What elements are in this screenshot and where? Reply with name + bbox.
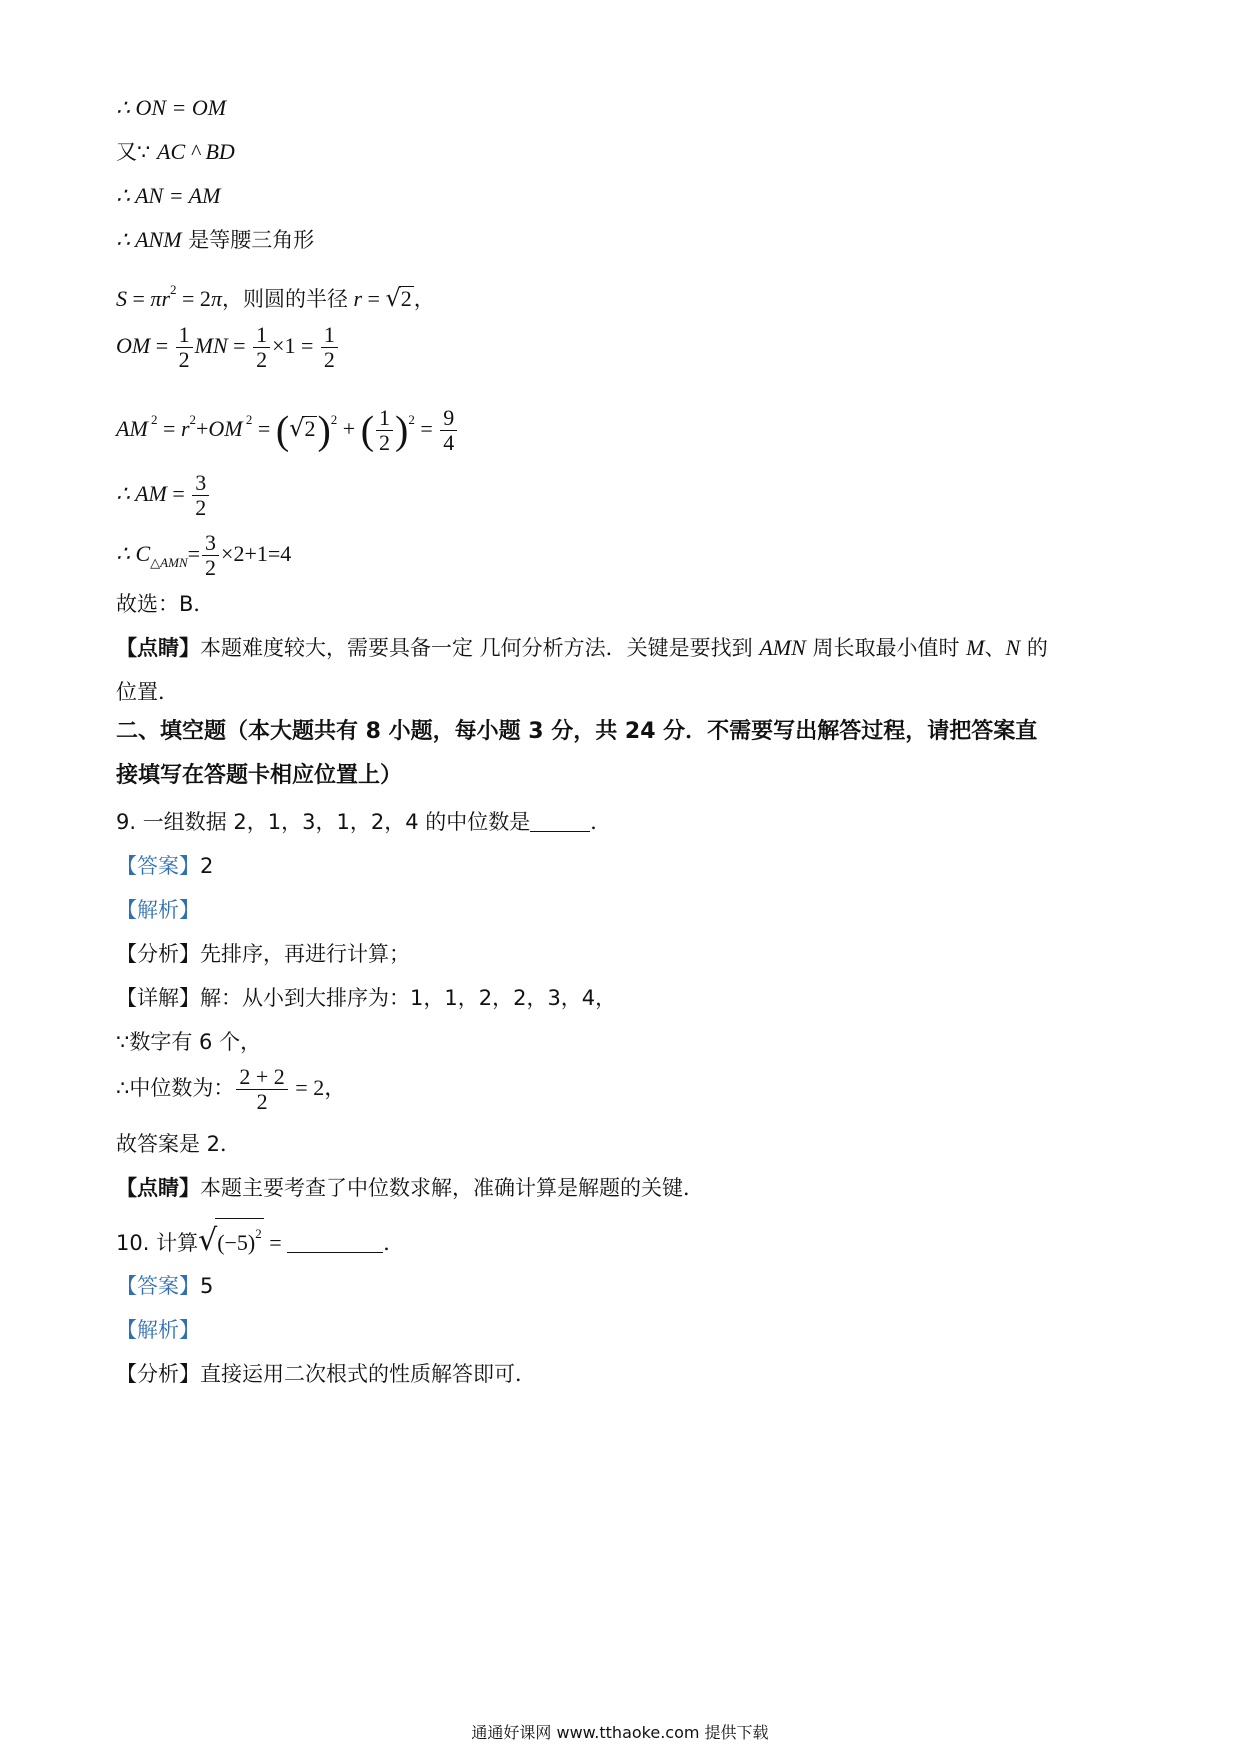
q9-median xyxy=(116,1058,346,1118)
q10-analysis-tag: 【解析】 xyxy=(116,1318,200,1342)
fenxi-text: 先排序，再进行计算； xyxy=(200,942,410,966)
line-text: 的 xyxy=(1020,636,1048,660)
fraction: $\frac{1}{2}$ xyxy=(376,406,393,455)
answer-value: 2 xyxy=(200,854,214,878)
question-end: ． xyxy=(590,810,612,834)
xiangjie-text: 解：从小到大排序为：1，1，2，2，3，4， xyxy=(200,986,617,1010)
median-denominator: 2 xyxy=(256,1088,268,1114)
fenxi-tag: 【分析】 xyxy=(116,1362,200,1386)
answer-blank xyxy=(530,831,590,832)
q10-question: 10. 计算$√(-5)^2$ = ． xyxy=(116,1218,404,1263)
line-text: 、 xyxy=(984,636,1006,660)
dianjing-tag: 【点睛】 xyxy=(116,636,200,660)
line-perimeter: ∴ $C_{\triangle AMN}=$ $\frac{3}{2}$ ×2+1=4 xyxy=(116,530,292,580)
q9-question xyxy=(116,808,611,836)
question-end: ． xyxy=(383,1231,405,1255)
line-position: 位置． xyxy=(116,680,179,704)
q9-conclusion: 故答案是 2． xyxy=(116,1132,242,1156)
page-footer: 通通好课网 www.tthaoke.com 提供下载 xyxy=(471,1723,769,1742)
q9-analysis-tag: 【解析】 xyxy=(116,898,200,922)
math-m: M xyxy=(966,635,985,660)
question-text: 9. 一组数据 2，1，3，1，2，4 的中位数是 xyxy=(116,810,531,834)
fraction: $\frac{3}{2}$ xyxy=(202,531,219,580)
median-numerator: 2 + 2 xyxy=(236,1065,287,1090)
section-heading-line1: 二、填空题（本大题共有 8 小题，每小题 3 分，共 24 分．不需要写出解答过程，请把答案直 xyxy=(116,719,1038,744)
fenxi-tag: 【分析】 xyxy=(116,942,200,966)
q10-answer xyxy=(116,1272,213,1300)
xiangjie-tag: 【详解】 xyxy=(116,986,200,1010)
line-on-eq-om: ∴ ON = OM xyxy=(116,95,227,120)
line-an-eq-am: ∴ AN = AM xyxy=(116,183,221,208)
median-prefix: ∴中位数为： xyxy=(116,1076,235,1100)
answer-tag: 【答案】 xyxy=(116,1274,200,1298)
line-dianjing xyxy=(116,634,1048,662)
line-choice: 故选：B． xyxy=(116,592,215,616)
line-text: 周长取最小值时 xyxy=(805,636,967,660)
line-ac-perp-bd xyxy=(116,138,235,166)
question-text: 10. 计算 xyxy=(116,1231,199,1255)
median-fraction xyxy=(236,1065,287,1114)
line-text: ，则圆的半径 xyxy=(221,287,348,311)
q9-xiangjie xyxy=(116,984,616,1012)
fraction: $\frac{1}{2}$ xyxy=(321,323,338,372)
q10-fenxi xyxy=(116,1360,536,1388)
fraction: $\frac{9}{4}$ xyxy=(440,406,457,455)
line-am-value: ∴ AM = $\frac{3}{2}$ xyxy=(116,466,211,522)
dianjing-text: 本题主要考查了中位数求解，准确计算是解题的关键． xyxy=(200,1176,704,1200)
q9-because: ∵数字有 6 个， xyxy=(116,1030,262,1054)
answer-tag: 【答案】 xyxy=(116,854,200,878)
fenxi-text: 直接运用二次根式的性质解答即可． xyxy=(200,1362,536,1386)
dianjing-tag: 【点睛】 xyxy=(116,1176,200,1200)
math-expr: AC ^ BD xyxy=(157,139,235,164)
section-heading-line2: 接填写在答题卡相应位置上） xyxy=(116,763,403,788)
answer-value: 5 xyxy=(200,1274,214,1298)
answer-blank xyxy=(287,1252,383,1253)
line-om-value: OM = $\frac{1}{2}$ MN = $\frac{1}{2}$ ×1 = $\frac{1}{2}$ xyxy=(116,318,340,374)
line-text: 是等腰三角形 xyxy=(181,228,315,252)
line-am-squared: AM $^2 = r^2+OM$ $^2 = (√2)^2$ + ( $\frac{1}{2}$ )$^2$ = $\frac{9}{4}$ xyxy=(116,390,459,459)
fraction: $\frac{1}{2}$ xyxy=(176,323,193,372)
median-result: = 2， xyxy=(289,1075,347,1100)
q9-fenxi xyxy=(116,940,410,968)
math-n: N xyxy=(1005,635,1021,660)
q9-dianjing xyxy=(116,1174,704,1202)
math-expr: AMN xyxy=(759,635,806,660)
line-area-radius: $S = \pi r^2 = 2\pi$，则圆的半径 r = √2， xyxy=(116,282,435,312)
fraction: $\frac{1}{2}$ xyxy=(253,323,270,372)
line-prefix: 又∵ xyxy=(116,140,158,164)
line-text: 本题难度较大，需要具备一定 几何分析方法．关键是要找到 xyxy=(200,636,760,660)
line-isosceles xyxy=(116,226,314,254)
math-expr: ∴ ANM xyxy=(116,227,182,252)
fraction: $\frac{3}{2}$ xyxy=(192,471,209,520)
q9-answer xyxy=(116,852,213,880)
